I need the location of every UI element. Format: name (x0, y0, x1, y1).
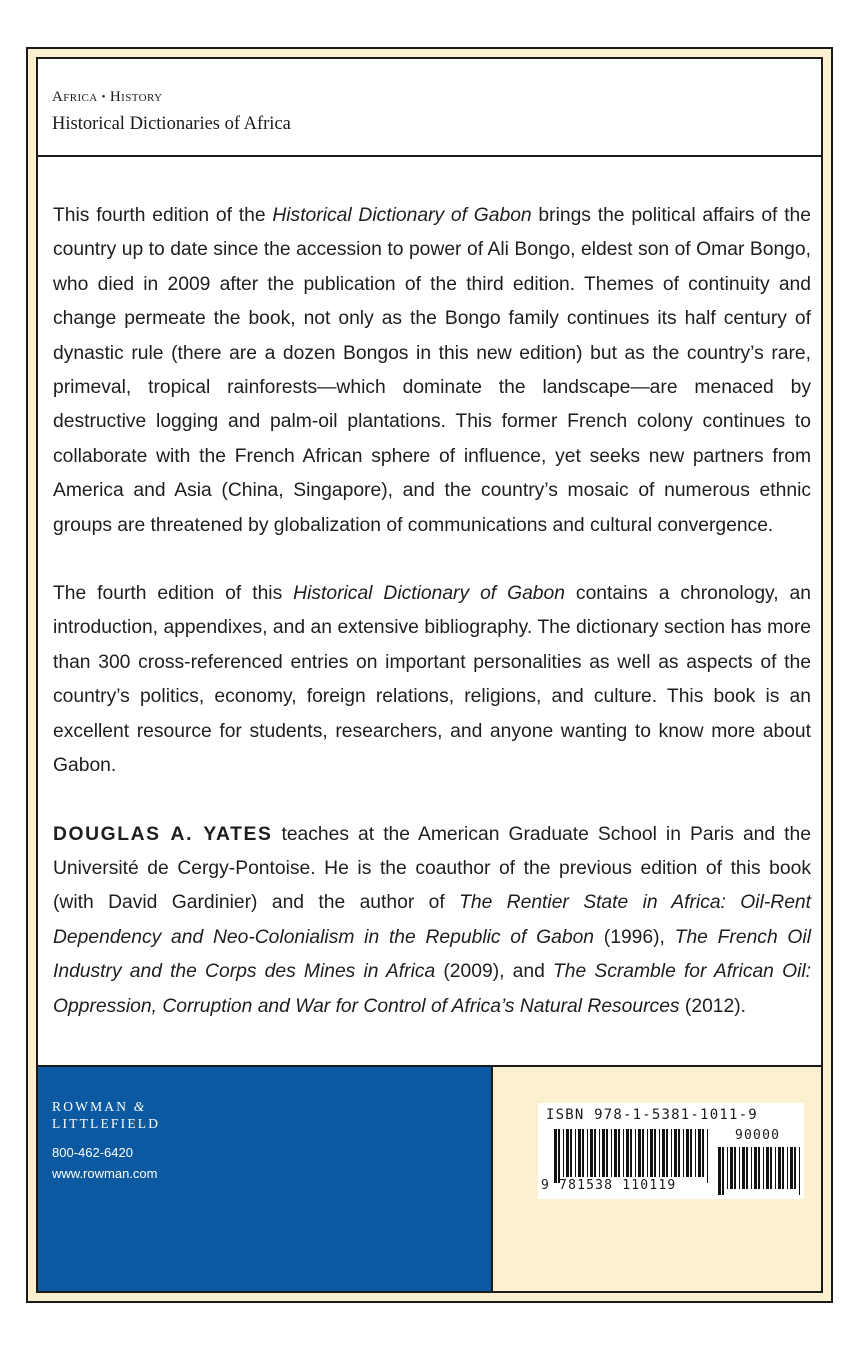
publisher-name-line-1: ROWMAN (52, 1099, 129, 1114)
barcode-bar (730, 1147, 733, 1189)
barcode-bar (695, 1129, 696, 1177)
bio-text: (2012). (679, 995, 747, 1017)
barcode-label (538, 1103, 804, 1199)
barcode-bar (742, 1147, 745, 1189)
barcode-bar (599, 1129, 600, 1177)
barcode-bar (659, 1129, 660, 1177)
barcode-bar (558, 1129, 560, 1183)
barcode-bar (614, 1129, 617, 1177)
barcode-bar (678, 1129, 680, 1177)
barcode-bar (739, 1147, 740, 1189)
description-text: brings the political affairs of the country up to date since the accession to power of Ali Bongo, eldest son of Omar Bongo, who died in 2009 after the publication of the third edition. Themes of continuity and change permeate the book, not only as the Bongo family continues its half century of dynastic rule (there are a dozen Bongos in this new edition) but as the country’s rare, primeval, tropical rainforests—which dominate the landscape—are menaced by destructive logging and palm-oil plantations. This former French colony continues to collaborate with the French African sphere of influence, yet seeks new partners from America and Asia (China, Singapore), and the country’s mosaic of numerous ethnic groups are threatened by globalization of communications and cultural convergence. (53, 205, 811, 536)
barcode-bar (611, 1129, 612, 1177)
barcode-bar (671, 1129, 672, 1177)
barcode-bar (787, 1147, 788, 1189)
isbn-number: ISBN 978-1-5381-1011-9 (546, 1107, 758, 1123)
barcode-bar (554, 1129, 557, 1183)
barcode-panel (493, 1065, 823, 1293)
barcode-bar (587, 1129, 588, 1177)
barcode-bar (702, 1129, 704, 1177)
publisher-website: www.rowman.com (52, 1166, 158, 1181)
inner-frame (36, 57, 823, 1293)
author-book-title: The French Oil Industry and the Corps des Mines in Africa (53, 926, 811, 983)
barcode-bar (563, 1129, 564, 1177)
barcode-bar (746, 1147, 748, 1189)
barcode-bar (766, 1147, 769, 1189)
barcode-bar (594, 1129, 596, 1177)
category-history: History (109, 89, 163, 105)
barcode-bar (674, 1129, 677, 1177)
bio-text: (2009), and (435, 961, 553, 983)
barcode-bar (698, 1129, 701, 1177)
book-title-italic: Historical Dictionary of Gabon (293, 583, 565, 605)
description-text: The fourth edition of this (53, 583, 294, 605)
publisher-phone: 800-462-6420 (52, 1145, 133, 1160)
barcode-bar (666, 1129, 668, 1177)
barcode-bar (650, 1129, 653, 1177)
description-paragraph-2 (53, 577, 811, 783)
barcode-bar (763, 1147, 764, 1189)
barcode-bar (782, 1147, 784, 1189)
barcode-bar (734, 1147, 736, 1189)
barcode-bar (654, 1129, 656, 1177)
barcode-digits: 9 781538 110119 (541, 1178, 677, 1193)
barcode-bar (590, 1129, 593, 1177)
barcode-bar (630, 1129, 632, 1177)
barcode-bar (686, 1129, 689, 1177)
category-separator: • (101, 91, 106, 103)
barcode-bar (578, 1129, 581, 1177)
barcode-bar (727, 1147, 728, 1189)
barcode-bar (570, 1129, 572, 1177)
publisher-logo (52, 1098, 160, 1132)
barcode-bar (642, 1129, 644, 1177)
barcode-bar (778, 1147, 781, 1189)
barcode-bar (662, 1129, 665, 1177)
barcode-bar (718, 1147, 721, 1195)
barcode-bar (770, 1147, 772, 1189)
barcode-bar (683, 1129, 684, 1177)
barcode-bar (618, 1129, 620, 1177)
description-text: This fourth edition of the (53, 205, 273, 226)
category-line (52, 89, 162, 106)
author-book-title: The Rentier State in Africa: Oil-Rent Dependency and Neo-Colonialism in the Republic of Gabon (53, 892, 811, 948)
category-africa: Africa (52, 89, 98, 105)
publisher-ampersand: & (133, 1099, 145, 1114)
barcode-bar (638, 1129, 641, 1177)
description-paragraph-1 (53, 199, 811, 543)
barcode-bar (799, 1147, 800, 1195)
barcode-bar (635, 1129, 636, 1177)
author-book-title: The Scramble for African Oil: Oppression, Corruption and War for Control of Africa’s Natural Resources (53, 961, 811, 1017)
barcode-bar (722, 1147, 724, 1195)
description-text: contains a chronology, an introduction, appendixes, and an extensive bibliography. The dictionary section has more than 300 cross-referenced entries on important personalities as well as aspects of the country’s politics, economy, foreign relations, religions, and culture. This book is an excellent resource for students, researchers, and anyone wanting to know more about Gabon. (53, 583, 812, 777)
barcode-bar (606, 1129, 608, 1177)
barcode-bar (602, 1129, 605, 1177)
barcode-bar (794, 1147, 796, 1189)
cover-text (53, 199, 811, 1024)
barcode-bar (566, 1129, 569, 1177)
bio-text: (1996), (594, 926, 675, 948)
book-title-italic: Historical Dictionary of Gabon (272, 205, 532, 226)
barcode-bar (758, 1147, 760, 1189)
price-code: 90000 (735, 1128, 781, 1143)
barcode-bar (751, 1147, 752, 1189)
barcode-bar (623, 1129, 624, 1177)
barcode-bar (754, 1147, 757, 1189)
barcode-bar (775, 1147, 776, 1189)
barcode-bar (575, 1129, 576, 1177)
author-bio-paragraph (53, 818, 811, 1024)
series-title: Historical Dictionaries of Africa (52, 114, 291, 134)
publisher-name-line-2: LITTLEFIELD (52, 1116, 161, 1131)
author-name: DOUGLAS A. YATES (53, 823, 273, 845)
publisher-panel (38, 1065, 493, 1293)
barcode-bar (647, 1129, 648, 1177)
cover-header (38, 59, 821, 157)
barcode-bar (690, 1129, 692, 1177)
barcode-bar (626, 1129, 629, 1177)
barcode-bar (582, 1129, 584, 1177)
barcode-bar (790, 1147, 793, 1189)
bio-text: teaches at the American Graduate School in Paris and the Université de Cergy-Pontoise. He is the coauthor of the previous edition of this book (with David Gardinier) and the author of (53, 823, 811, 914)
barcode-bar (707, 1129, 708, 1183)
